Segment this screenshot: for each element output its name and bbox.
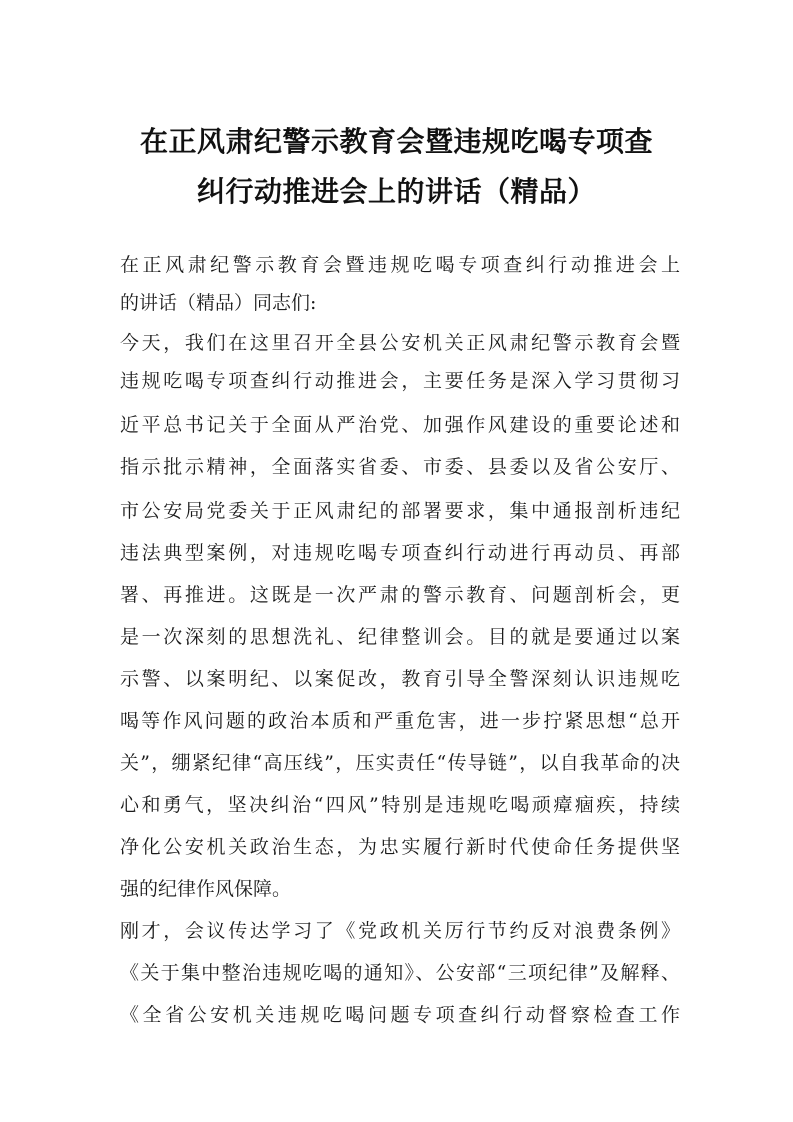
body-line-2: 的讲话（精品）同志们: — [120, 292, 317, 314]
body-line-18: 《关于集中整治违规吃喝的通知》、公安部“三项纪律”及解释、 — [120, 962, 680, 984]
body-line-12: 喝等作风问题的政治本质和严重危害，进一步拧紧思想“总开 — [120, 710, 680, 732]
body-line-19: 《全省公安机关违规吃喝问题专项查纠行动督察检查工作 — [120, 1004, 680, 1026]
body-line-16: 强的纪律作风保障。 — [120, 878, 292, 900]
body-line-1: 在正风肃纪警示教育会暨违规吃喝专项查纠行动推进会上 — [120, 254, 680, 276]
body-line-6: 指示批示精神，全面落实省委、市委、县委以及省公安厅、 — [120, 456, 680, 478]
body-line-11: 示警、以案明纪、以案促改，教育引导全警深刻认识违规吃 — [120, 668, 680, 690]
body-line-7: 市公安局党委关于正风肃纪的部署要求，集中通报剖析违纪 — [120, 500, 680, 522]
body-line-3: 今天，我们在这里召开全县公安机关正风肃纪警示教育会暨 — [120, 332, 680, 354]
document-title-line-2: 纠行动推进会上的讲话（精品） — [196, 175, 596, 208]
body-line-17: 刚才，会议传达学习了《党政机关厉行节约反对浪费条例》 — [120, 920, 680, 942]
body-line-14: 心和勇气，坚决纠治“四风”特别是违规吃喝顽瘴痼疾，持续 — [120, 794, 680, 816]
body-line-4: 违规吃喝专项查纠行动推进会，主要任务是深入学习贯彻习 — [120, 370, 680, 392]
body-line-13: 关”，绷紧纪律“高压线”，压实责任“传导链”，以自我革命的决 — [120, 752, 680, 774]
body-line-9: 署、再推进。这既是一次严肃的警示教育、问题剖析会，更 — [120, 584, 680, 606]
body-line-15: 净化公安机关政治生态，为忠实履行新时代使命任务提供坚 — [120, 836, 680, 858]
body-line-8: 违法典型案例，对违规吃喝专项查纠行动进行再动员、再部 — [120, 542, 680, 564]
body-line-10: 是一次深刻的思想洗礼、纪律整训会。目的就是要通过以案 — [120, 626, 680, 648]
document-title-line-1: 在正风肃纪警示教育会暨违规吃喝专项查 — [139, 125, 653, 158]
body-line-5: 近平总书记关于全面从严治党、加强作风建设的重要论述和 — [120, 414, 680, 436]
